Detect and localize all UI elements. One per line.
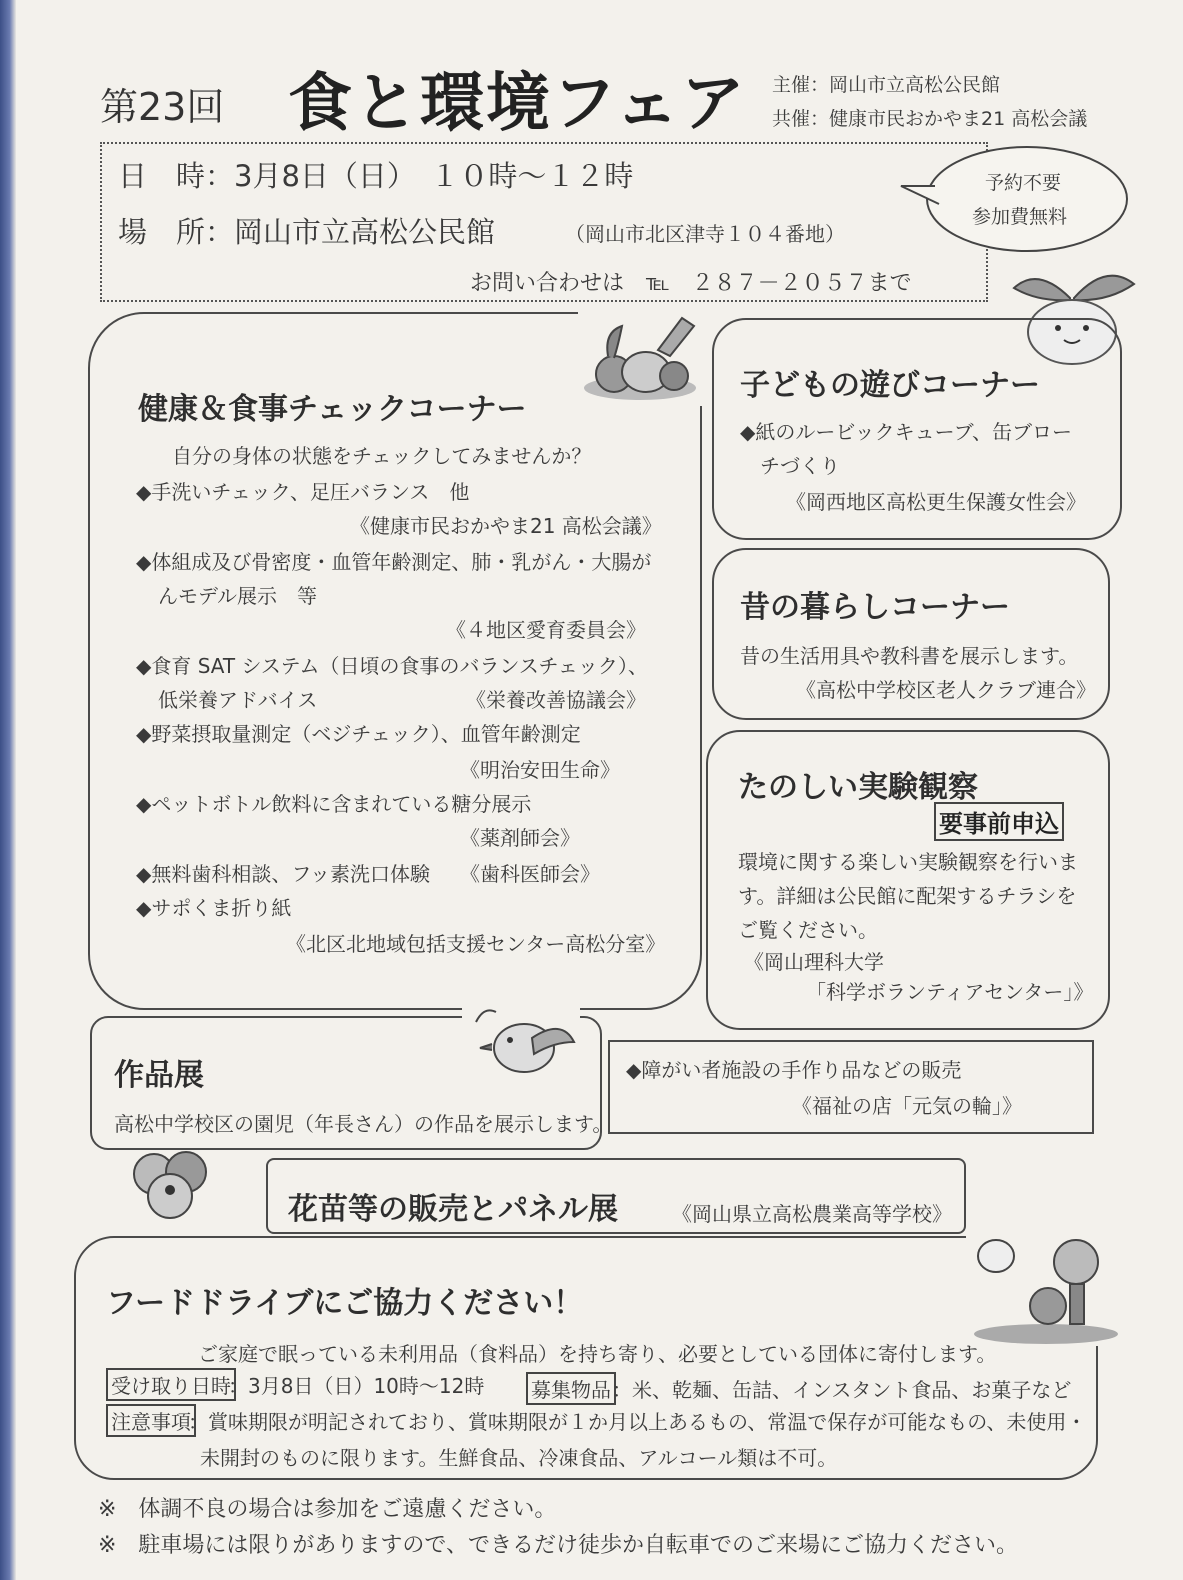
co-organizer: 共催：健康市民おかやま21 高松会議 <box>772 108 1088 130</box>
health-org: 《歯科医師会》 <box>460 862 600 886</box>
experiment-line-1: 環境に関する楽しい実験観察を行いま <box>738 850 1078 874</box>
health-line: ◆体組成及び骨密度・血管年齢測定、肺・乳がん・大腸が <box>136 550 652 574</box>
no-reservation-text: 予約不要 <box>985 172 1062 194</box>
experiment-line-2: す。詳細は公民館に配架するチラシを <box>738 884 1077 908</box>
experiment-title: たのしい実験観察 <box>738 770 978 805</box>
pickup-date-value: ：3月8日（日）10時～12時 <box>228 1374 485 1398</box>
kids-line-1: ◆紙のルービックキューブ、缶ブロー <box>740 420 1072 444</box>
health-line: ◆手洗いチェック、足圧バランス 他 <box>136 480 470 504</box>
mukashi-corner-title: 昔の暮らしコーナー <box>740 590 1010 625</box>
experiment-org-1: 《岡山理科大学 <box>744 950 884 974</box>
handmade-sales-org: 《福祉の店「元気の輪」》 <box>792 1094 1022 1118</box>
handmade-sales-text: ◆障がい者施設の手作り品などの販売 <box>626 1058 962 1082</box>
bee-mascot-icon <box>966 1222 1126 1346</box>
health-line: んモデル展示 等 <box>158 584 317 608</box>
event-datetime: 日 時：3月8日（日） １０時～１２時 <box>118 159 634 193</box>
notes-line-2: 未開封のものに限ります。生鮮食品、冷凍食品、アルコール類は不可。 <box>200 1446 838 1470</box>
items-value: ：米、乾麺、缶詰、インスタント食品、お菓子など <box>612 1378 1072 1402</box>
organizer: 主催：岡山市立高松公民館 <box>772 74 1001 96</box>
health-org: 《栄養改善協議会》 <box>466 688 646 712</box>
health-intro: 自分の身体の状態をチェックしてみませんか？ <box>172 444 592 468</box>
flower-sales-title: 花苗等の販売とパネル展 <box>288 1192 618 1227</box>
experiment-line-3: ご覧ください。 <box>738 918 878 942</box>
pansy-flower-icon <box>120 1146 224 1228</box>
health-org: 《北区北地域包括支援センター高松分室》 <box>286 932 666 956</box>
health-line: ◆サポくま折り紙 <box>136 896 292 920</box>
health-org: 《健康市民おかやま21 高松会議》 <box>350 514 662 538</box>
free-participation-text: 参加費無料 <box>972 206 1068 228</box>
footer-note-1: ※ 体調不良の場合は参加をご遠慮ください。 <box>98 1497 557 1522</box>
mukashi-org: 《高松中学校区老人クラブ連合》 <box>796 678 1096 702</box>
edition-number: 第23回 <box>100 85 225 129</box>
food-drive-intro: ご家庭で眠っている未利用品（食料品）を持ち寄り、必要としている団体に寄付します。 <box>198 1342 997 1366</box>
notes-label: 注意事項 <box>106 1404 196 1437</box>
mukashi-text: 昔の生活用具や教科書を展示します。 <box>740 644 1079 668</box>
health-line: ◆無料歯科相談、フッ素洗口体験 <box>136 862 430 886</box>
health-org: 《薬剤師会》 <box>460 826 580 850</box>
kids-line-2: チづくり <box>760 454 840 478</box>
vegetables-icon <box>578 310 704 406</box>
health-line: ◆野菜摂取量測定（ベジチェック）、血管年齢測定 <box>136 722 581 746</box>
footer-note-2: ※ 駐車場には限りがありますので、できるだけ徒歩か自転車でのご来場にご協力ください。 <box>98 1533 1018 1558</box>
health-org: 《４地区愛育委員会》 <box>446 618 646 642</box>
kids-org: 《岡西地区高松更生保護女性会》 <box>786 490 1086 514</box>
artwork-exhibit-title: 作品展 <box>114 1058 204 1093</box>
items-label: 募集物品 <box>526 1372 616 1405</box>
health-check-title: 健康＆食事チェックコーナー <box>138 392 527 427</box>
health-line: ◆食育 SAT システム（日頃の食事のバランスチェック）、 <box>136 654 648 678</box>
binding-edge <box>0 0 16 1580</box>
event-place: 場 所：岡山市立高松公民館 <box>118 215 496 249</box>
pickup-date-label: 受け取り日時 <box>106 1368 236 1401</box>
health-line: ◆ペットボトル飲料に含まれている糖分展示 <box>136 792 532 816</box>
bird-icon <box>462 998 580 1094</box>
food-drive-title: フードドライブにご協力ください！ <box>106 1286 584 1321</box>
page-title: 食と環境フェア <box>288 67 747 141</box>
kids-corner-title: 子どもの遊びコーナー <box>740 368 1040 403</box>
notes-line-1: ：賞味期限が明記されており、賞味期限が１か月以上あるもの、常温で保存が可能なもの、未使用・ <box>188 1410 1087 1434</box>
health-org: 《明治安田生命》 <box>460 758 620 782</box>
flower-sales-org: 《岡山県立高松農業高等学校》 <box>672 1202 952 1226</box>
event-address: （岡山市北区津寺１０４番地） <box>565 222 845 246</box>
health-line: 低栄養アドバイス <box>158 688 318 712</box>
artwork-exhibit-text: 高松中学校区の園児（年長さん）の作品を展示します。 <box>114 1112 613 1136</box>
reservation-required-badge: 要事前申込 <box>934 802 1064 841</box>
experiment-org-2: 「科学ボランティアセンター」》 <box>806 980 1094 1004</box>
contact-info: お問い合わせは ℡ ２８７－２０５７まで <box>470 271 912 296</box>
speech-bubble <box>895 140 1135 258</box>
